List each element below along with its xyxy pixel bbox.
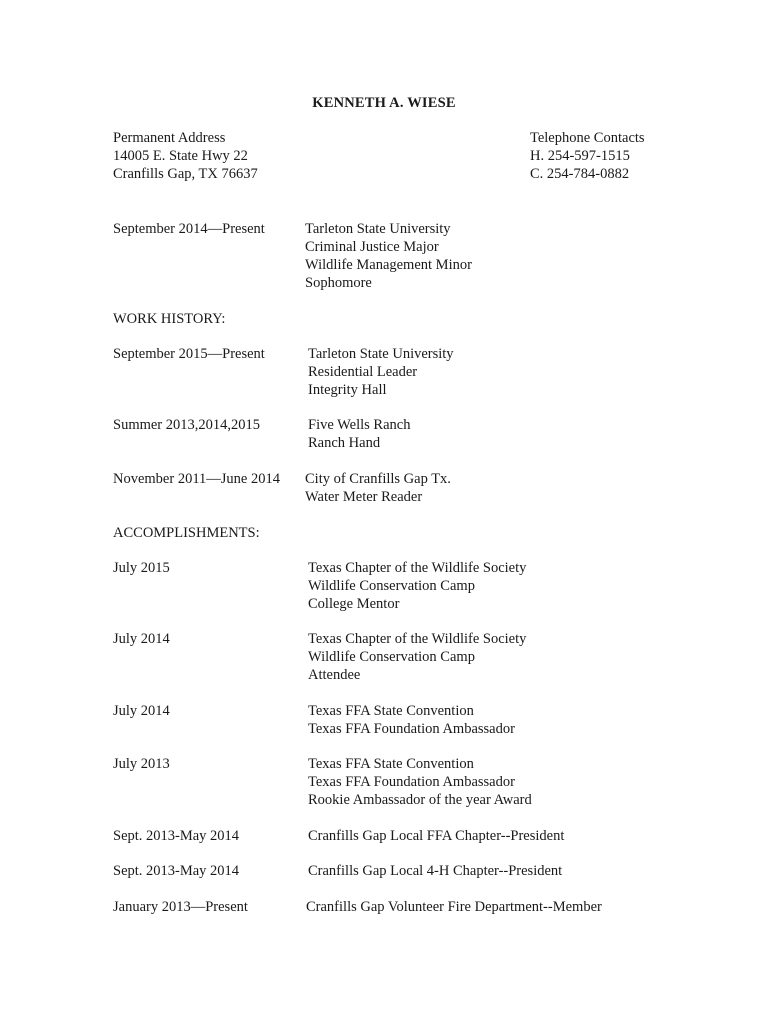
resume-name: KENNETH A. WIESE: [312, 95, 456, 111]
accomplishment-details: [308, 827, 564, 845]
accomplishment-date: January 2013—Present: [113, 899, 248, 915]
work-date: November 2011—June 2014: [113, 471, 280, 487]
accomplishment-date: Sept. 2013-May 2014: [113, 828, 240, 844]
work-line: Tarleton State University: [308, 346, 454, 362]
accomplishment-line: Wildlife Conservation Camp: [308, 578, 475, 594]
phone-label: Telephone Contacts: [530, 130, 645, 146]
accomplishment-date: July 2013: [113, 756, 170, 772]
address-city: Cranfills Gap, TX 76637: [113, 166, 258, 182]
address-label: Permanent Address: [113, 130, 226, 146]
accomplishment-date: Sept. 2013-May 2014: [113, 863, 240, 879]
education-details: [305, 220, 472, 292]
accomplishment-details: [308, 755, 532, 809]
work-line: Ranch Hand: [308, 435, 381, 451]
work-history-heading: WORK HISTORY:: [113, 311, 226, 327]
work-line: Residential Leader: [308, 364, 418, 380]
work-line: Integrity Hall: [308, 382, 387, 398]
accomplishment-details: [306, 898, 602, 916]
accomplishment-line: Texas Chapter of the Wildlife Society: [308, 560, 527, 576]
accomplishment-line: Cranfills Gap Volunteer Fire Department--Member: [306, 899, 602, 915]
address-street: 14005 E. State Hwy 22: [113, 148, 248, 164]
work-details: [308, 345, 454, 399]
education-line: Tarleton State University: [305, 221, 451, 237]
accomplishment-line: Texas FFA Foundation Ambassador: [308, 774, 515, 790]
work-line: Water Meter Reader: [305, 489, 423, 505]
accomplishment-line: Texas FFA Foundation Ambassador: [308, 721, 515, 737]
education-line: Criminal Justice Major: [305, 239, 439, 255]
phone-home: H. 254-597-1515: [530, 148, 630, 164]
accomplishment-line: Rookie Ambassador of the year Award: [308, 792, 532, 808]
accomplishments-heading: ACCOMPLISHMENTS:: [113, 525, 260, 541]
education-line: Wildlife Management Minor: [305, 257, 472, 273]
work-date: September 2015—Present: [113, 346, 265, 362]
work-line: Five Wells Ranch: [308, 417, 411, 433]
work-line: City of Cranfills Gap Tx.: [305, 471, 451, 487]
phone-block: [530, 129, 645, 183]
accomplishment-line: Texas Chapter of the Wildlife Society: [308, 631, 527, 647]
accomplishment-date: July 2015: [113, 560, 170, 576]
accomplishment-date: July 2014: [113, 631, 170, 647]
accomplishment-details: [308, 702, 515, 738]
accomplishment-details: [308, 630, 526, 684]
accomplishment-date: July 2014: [113, 703, 170, 719]
education-line: Sophomore: [305, 275, 372, 291]
education-date: September 2014—Present: [113, 221, 265, 237]
accomplishment-line: College Mentor: [308, 596, 400, 612]
work-details: [305, 470, 451, 506]
work-date: Summer 2013,2014,2015: [113, 417, 261, 433]
accomplishment-line: Texas FFA State Convention: [308, 756, 474, 772]
accomplishment-details: [308, 862, 562, 880]
accomplishment-line: Attendee: [308, 667, 361, 683]
accomplishment-details: [308, 559, 526, 613]
accomplishment-line: Wildlife Conservation Camp: [308, 649, 475, 665]
work-details: [308, 416, 410, 452]
accomplishment-line: Cranfills Gap Local FFA Chapter--President: [308, 828, 565, 844]
address-block: [113, 129, 258, 183]
phone-cell: C. 254-784-0882: [530, 166, 630, 182]
accomplishment-line: Texas FFA State Convention: [308, 703, 474, 719]
accomplishment-line: Cranfills Gap Local 4-H Chapter--President: [308, 863, 563, 879]
